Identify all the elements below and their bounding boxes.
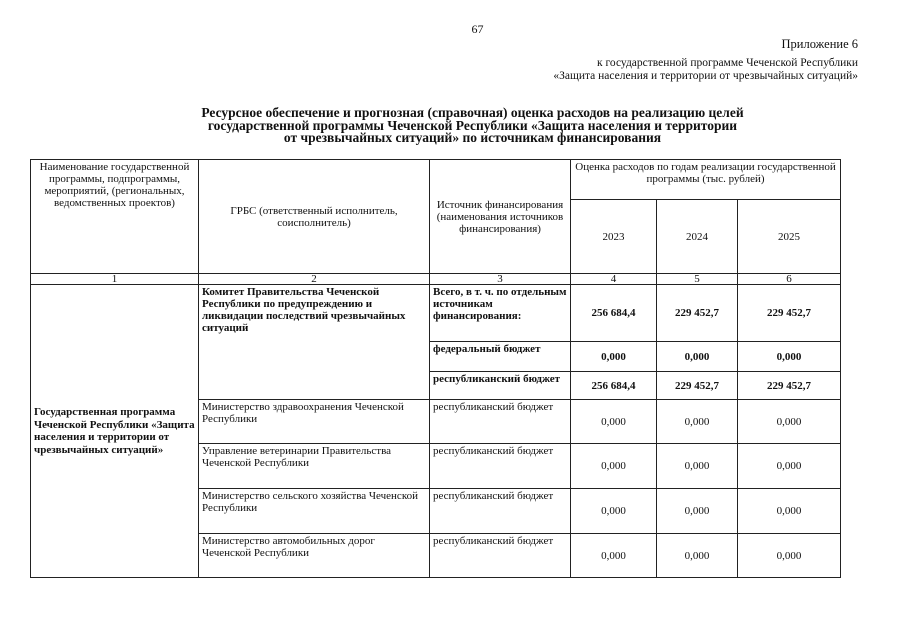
source-cell: республиканский бюджет — [430, 489, 571, 534]
column-number-row — [31, 274, 841, 285]
header-name: Наименование государственной программы, подпрограммы, мероприятий, (региональных, ведомственных проектов) — [31, 160, 199, 274]
source-cell: республиканский бюджет — [430, 372, 571, 400]
value-2025: 0,000 — [738, 400, 841, 444]
main-org-cell: Комитет Правительства Чеченской Республики по предупреждению и ликвидации последствий чрезвычайных ситуаций — [199, 285, 430, 400]
value-2024: 0,000 — [657, 444, 738, 489]
value-2025: 229 452,7 — [738, 285, 841, 342]
column-number: 5 — [657, 274, 738, 285]
value-2024: 229 452,7 — [657, 285, 738, 342]
value-2023: 0,000 — [571, 534, 657, 578]
header-year-2023: 2023 — [571, 200, 657, 274]
value-2025: 0,000 — [738, 489, 841, 534]
source-cell: Всего, в т. ч. по отдельным источникам финансирования: — [430, 285, 571, 342]
value-2023: 256 684,4 — [571, 285, 657, 342]
appendix-line-1: к государственной программе Чеченской Республики — [597, 57, 858, 69]
value-2024: 0,000 — [657, 534, 738, 578]
funding-table — [30, 159, 841, 578]
value-2024: 0,000 — [657, 489, 738, 534]
heading-line-1: Ресурсное обеспечение и прогнозная (справочная) оценка расходов на реализацию целей — [201, 105, 744, 120]
value-2023: 256 684,4 — [571, 372, 657, 400]
heading-line-2: государственной программы Чеченской Республики «Защита населения и территории — [207, 117, 738, 133]
org-cell: Министерство здравоохранения Чеченской Республики — [199, 400, 430, 444]
org-cell: Управление ветеринарии Правительства Чеченской Республики — [199, 444, 430, 489]
column-number: 6 — [738, 274, 841, 285]
program-name-cell: Государственная программа Чеченской Республики «Защита населения и территории от чрезвычайных ситуаций» — [31, 285, 199, 578]
value-2023: 0,000 — [571, 489, 657, 534]
header-grbs: ГРБС (ответственный исполнитель, соисполнитель) — [199, 160, 430, 274]
value-2023: 0,000 — [571, 444, 657, 489]
source-cell: федеральный бюджет — [430, 342, 571, 372]
table-row — [31, 285, 841, 342]
value-2025: 229 452,7 — [738, 372, 841, 400]
column-number: 2 — [199, 274, 430, 285]
appendix-title: Приложение 6 — [781, 37, 858, 51]
value-2025: 0,000 — [738, 444, 841, 489]
source-cell: республиканский бюджет — [430, 444, 571, 489]
document-heading — [100, 107, 845, 145]
value-2025: 0,000 — [738, 534, 841, 578]
header-year-2024: 2024 — [657, 200, 738, 274]
column-number: 1 — [31, 274, 199, 285]
source-cell: республиканский бюджет — [430, 534, 571, 578]
source-cell: республиканский бюджет — [430, 400, 571, 444]
value-2024: 0,000 — [657, 400, 738, 444]
value-2023: 0,000 — [571, 400, 657, 444]
value-2023: 0,000 — [571, 342, 657, 372]
appendix-line-2: «Защита населения и территории от чрезвычайных ситуаций» — [553, 70, 858, 82]
value-2024: 229 452,7 — [657, 372, 738, 400]
org-cell: Министерство автомобильных дорог Чеченской Республики — [199, 534, 430, 578]
column-number: 3 — [430, 274, 571, 285]
column-number: 4 — [571, 274, 657, 285]
header-source: Источник финансирования (наименования источников финансирования) — [430, 160, 571, 274]
org-cell: Министерство сельского хозяйства Чеченской Республики — [199, 489, 430, 534]
value-2025: 0,000 — [738, 342, 841, 372]
header-estimate: Оценка расходов по годам реализации государственной программы (тыс. рублей) — [571, 160, 841, 200]
page-number: 67 — [471, 22, 484, 36]
value-2024: 0,000 — [657, 342, 738, 372]
header-year-2025: 2025 — [738, 200, 841, 274]
heading-line-3: от чрезвычайных ситуаций» по источникам финансирования — [283, 130, 662, 145]
